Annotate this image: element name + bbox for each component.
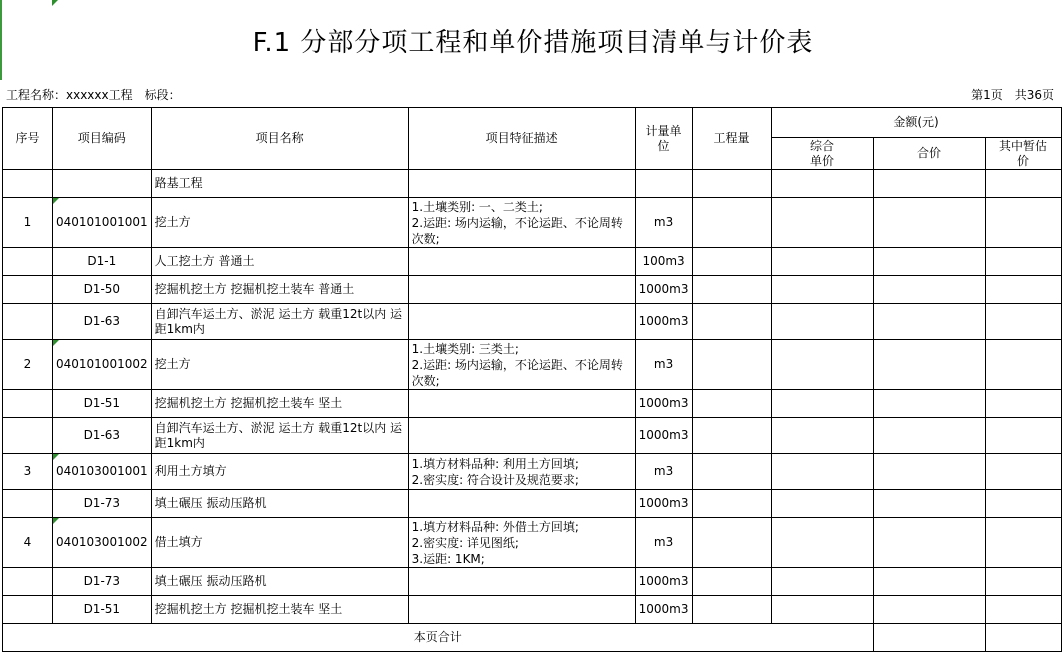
cell-qty[interactable]: [692, 390, 771, 418]
footer-row: [3, 624, 1062, 652]
cell-estimate[interactable]: [985, 490, 1061, 518]
cell-unit[interactable]: 1000m3: [635, 568, 692, 596]
cell-estimate[interactable]: [985, 390, 1061, 418]
header-row-1: [3, 108, 1062, 138]
cell-unit-price[interactable]: [771, 276, 873, 304]
cell-code-text: 040103001001: [56, 464, 148, 478]
cell-unit[interactable]: m3: [635, 454, 692, 490]
cell-desc[interactable]: [408, 248, 635, 276]
cell-seq[interactable]: [3, 418, 53, 454]
cell-name[interactable]: 挖掘机挖土方 挖掘机挖土装车 坚土: [151, 596, 408, 624]
cell-seq[interactable]: 4: [3, 518, 53, 568]
cell-code-text: 040101001001: [56, 215, 148, 229]
table-row: [3, 198, 1062, 248]
table-row: [3, 490, 1062, 518]
cell-desc[interactable]: [408, 596, 635, 624]
cell-qty[interactable]: [692, 276, 771, 304]
cell-qty[interactable]: [692, 418, 771, 454]
cell-unit[interactable]: 1000m3: [635, 390, 692, 418]
cell-unit-price[interactable]: [771, 198, 873, 248]
cell-code[interactable]: [53, 340, 152, 390]
cell-code-text: 040103001002: [56, 535, 148, 549]
cell-unit[interactable]: 1000m3: [635, 418, 692, 454]
cell-desc[interactable]: [408, 518, 635, 568]
cell-unit-price[interactable]: [771, 390, 873, 418]
cell-desc[interactable]: [408, 390, 635, 418]
cell-seq[interactable]: [3, 568, 53, 596]
cell-code[interactable]: D1-50: [53, 276, 152, 304]
page-info: 第1页 共36页: [971, 88, 1054, 102]
cell-desc[interactable]: [408, 198, 635, 248]
cell-total-price[interactable]: [873, 340, 985, 390]
desc-line: 2.密实度: 详见图纸;: [411, 535, 519, 550]
cell-estimate[interactable]: [985, 596, 1061, 624]
header-unit-price: 综合单价: [771, 138, 873, 170]
cell-qty[interactable]: [692, 568, 771, 596]
cell-estimate[interactable]: [985, 304, 1061, 340]
cell-code[interactable]: [53, 170, 152, 198]
cell-seq[interactable]: [3, 596, 53, 624]
cell-code[interactable]: D1-63: [53, 418, 152, 454]
cell-unit[interactable]: 100m3: [635, 248, 692, 276]
cell-qty[interactable]: [692, 340, 771, 390]
table-row: [3, 390, 1062, 418]
cell-qty[interactable]: [692, 304, 771, 340]
desc-line: 3.运距: 1KM;: [411, 551, 485, 566]
cell-seq[interactable]: 1: [3, 198, 53, 248]
header-desc: 项目特征描述: [408, 108, 635, 170]
cell-marker: [53, 454, 59, 460]
cell-name[interactable]: 人工挖土方 普通土: [151, 248, 408, 276]
cell-code[interactable]: D1-73: [53, 568, 152, 596]
cell-seq[interactable]: [3, 248, 53, 276]
cell-qty[interactable]: [692, 596, 771, 624]
cell-name[interactable]: 挖掘机挖土方 挖掘机挖土装车 普通土: [151, 276, 408, 304]
cell-code[interactable]: [53, 198, 152, 248]
header-estimate: 其中暂估价: [985, 138, 1061, 170]
cell-name[interactable]: 挖土方: [151, 340, 408, 390]
cell-estimate[interactable]: [985, 568, 1061, 596]
cell-name[interactable]: 自卸汽车运土方、淤泥 运土方 载重12t以内 运距1km内: [151, 418, 408, 454]
cell-name[interactable]: 填土碾压 振动压路机: [151, 568, 408, 596]
header-unit: 计量单位: [635, 108, 692, 170]
cell-unit[interactable]: 1000m3: [635, 276, 692, 304]
cell-code[interactable]: D1-63: [53, 304, 152, 340]
cell-total-price[interactable]: [873, 304, 985, 340]
cell-qty[interactable]: [692, 490, 771, 518]
cell-desc[interactable]: [408, 418, 635, 454]
table-row: [3, 454, 1062, 490]
cell-estimate[interactable]: [985, 248, 1061, 276]
cell-seq[interactable]: 3: [3, 454, 53, 490]
cell-name[interactable]: 填土碾压 振动压路机: [151, 490, 408, 518]
header-qty: 工程量: [692, 108, 771, 170]
cell-estimate[interactable]: [985, 518, 1061, 568]
header-code: 项目编码: [53, 108, 152, 170]
table-row: [3, 418, 1062, 454]
cell-code[interactable]: D1-73: [53, 490, 152, 518]
cell-name[interactable]: 挖土方: [151, 198, 408, 248]
cell-total-price[interactable]: [873, 390, 985, 418]
table-row: [3, 170, 1062, 198]
cell-unit-price[interactable]: [771, 568, 873, 596]
cell-qty[interactable]: [692, 170, 771, 198]
cell-code-text: 040101001002: [56, 357, 148, 371]
cell-name[interactable]: 路基工程: [151, 170, 408, 198]
table-row: [3, 518, 1062, 568]
cell-total-price[interactable]: [873, 248, 985, 276]
cell-qty[interactable]: [692, 518, 771, 568]
desc-line: 1.土壤类别: 一、二类土;: [411, 199, 543, 214]
header-total-price: 合价: [873, 138, 985, 170]
cell-total-price[interactable]: [873, 418, 985, 454]
cell-qty[interactable]: [692, 248, 771, 276]
cell-desc[interactable]: [408, 568, 635, 596]
cell-total-price[interactable]: [873, 490, 985, 518]
header-amount: 金额(元): [771, 108, 1061, 138]
cell-total-price[interactable]: [873, 568, 985, 596]
cell-unit-price[interactable]: [771, 454, 873, 490]
cell-qty[interactable]: [692, 198, 771, 248]
cell-unit-price[interactable]: [771, 418, 873, 454]
cell-unit-price[interactable]: [771, 340, 873, 390]
table-row: [3, 568, 1062, 596]
cell-unit-price[interactable]: [771, 170, 873, 198]
cell-seq[interactable]: [3, 276, 53, 304]
project-info: 工程名称：xxxxxx工程 标段：: [6, 88, 181, 102]
cell-unit[interactable]: m3: [635, 518, 692, 568]
cell-unit[interactable]: [635, 170, 692, 198]
cell-seq[interactable]: [3, 390, 53, 418]
cell-total-price[interactable]: [873, 198, 985, 248]
cell-desc[interactable]: [408, 304, 635, 340]
cell-total-price[interactable]: [873, 170, 985, 198]
cell-seq[interactable]: 2: [3, 340, 53, 390]
cell-unit[interactable]: m3: [635, 340, 692, 390]
title-area: [0, 0, 1062, 80]
cell-unit-price[interactable]: [771, 304, 873, 340]
header-name: 项目名称: [151, 108, 408, 170]
page-title: F.1 分部分项工程和单价措施项目清单与计价表: [252, 28, 814, 58]
pricing-table: [2, 107, 1062, 652]
cell-code[interactable]: D1-51: [53, 390, 152, 418]
cell-marker: [53, 340, 59, 346]
cell-unit-price[interactable]: [771, 248, 873, 276]
table-row: [3, 248, 1062, 276]
cell-estimate[interactable]: [985, 170, 1061, 198]
table-row: [3, 276, 1062, 304]
cell-desc[interactable]: [408, 454, 635, 490]
cell-name[interactable]: 借土填方: [151, 518, 408, 568]
cell-unit-price[interactable]: [771, 596, 873, 624]
cell-estimate[interactable]: [985, 276, 1061, 304]
desc-line: 1.土壤类别: 三类土;: [411, 341, 519, 356]
desc-line: 2.密实度: 符合设计及规范要求;: [411, 472, 579, 487]
cell-unit-price[interactable]: [771, 490, 873, 518]
cell-name[interactable]: 自卸汽车运土方、淤泥 运土方 载重12t以内 运距1km内: [151, 304, 408, 340]
header-seq: 序号: [3, 108, 53, 170]
table-row: [3, 304, 1062, 340]
cell-marker: [52, 0, 58, 6]
cell-name[interactable]: 利用土方填方: [151, 454, 408, 490]
cell-seq[interactable]: [3, 304, 53, 340]
cell-seq[interactable]: [3, 490, 53, 518]
desc-line: 1.填方材料品种: 外借土方回填;: [411, 519, 579, 534]
cell-desc[interactable]: [408, 340, 635, 390]
cell-qty[interactable]: [692, 454, 771, 490]
cell-name[interactable]: 挖掘机挖土方 挖掘机挖土装车 坚土: [151, 390, 408, 418]
desc-line: 1.填方材料品种: 利用土方回填;: [411, 456, 579, 471]
footer-estimate[interactable]: [985, 624, 1061, 652]
cell-unit[interactable]: m3: [635, 198, 692, 248]
desc-line: 2.运距: 场内运输，不论运距、不论周转次数;: [411, 357, 623, 388]
cell-seq[interactable]: [3, 170, 53, 198]
cell-unit[interactable]: 1000m3: [635, 490, 692, 518]
cell-total-price[interactable]: [873, 596, 985, 624]
cell-total-price[interactable]: [873, 276, 985, 304]
desc-line: 2.运距: 场内运输，不论运距、不论周转次数;: [411, 215, 623, 246]
cell-unit[interactable]: 1000m3: [635, 304, 692, 340]
cell-code[interactable]: [53, 454, 152, 490]
table-row: [3, 340, 1062, 390]
cell-total-price[interactable]: [873, 454, 985, 490]
cell-desc[interactable]: [408, 170, 635, 198]
cell-desc[interactable]: [408, 276, 635, 304]
cell-unit[interactable]: 1000m3: [635, 596, 692, 624]
cell-estimate[interactable]: [985, 340, 1061, 390]
cell-total-price[interactable]: [873, 518, 985, 568]
cell-code[interactable]: D1-1: [53, 248, 152, 276]
cell-desc[interactable]: [408, 490, 635, 518]
cell-estimate[interactable]: [985, 418, 1061, 454]
footer-total-price[interactable]: [873, 624, 985, 652]
cell-estimate[interactable]: [985, 454, 1061, 490]
cell-estimate[interactable]: [985, 198, 1061, 248]
cell-unit-price[interactable]: [771, 518, 873, 568]
table-row: [3, 596, 1062, 624]
cell-marker: [53, 518, 59, 524]
cell-code[interactable]: D1-51: [53, 596, 152, 624]
cell-marker: [53, 198, 59, 204]
footer-label: 本页合计: [3, 624, 874, 652]
cell-code[interactable]: [53, 518, 152, 568]
